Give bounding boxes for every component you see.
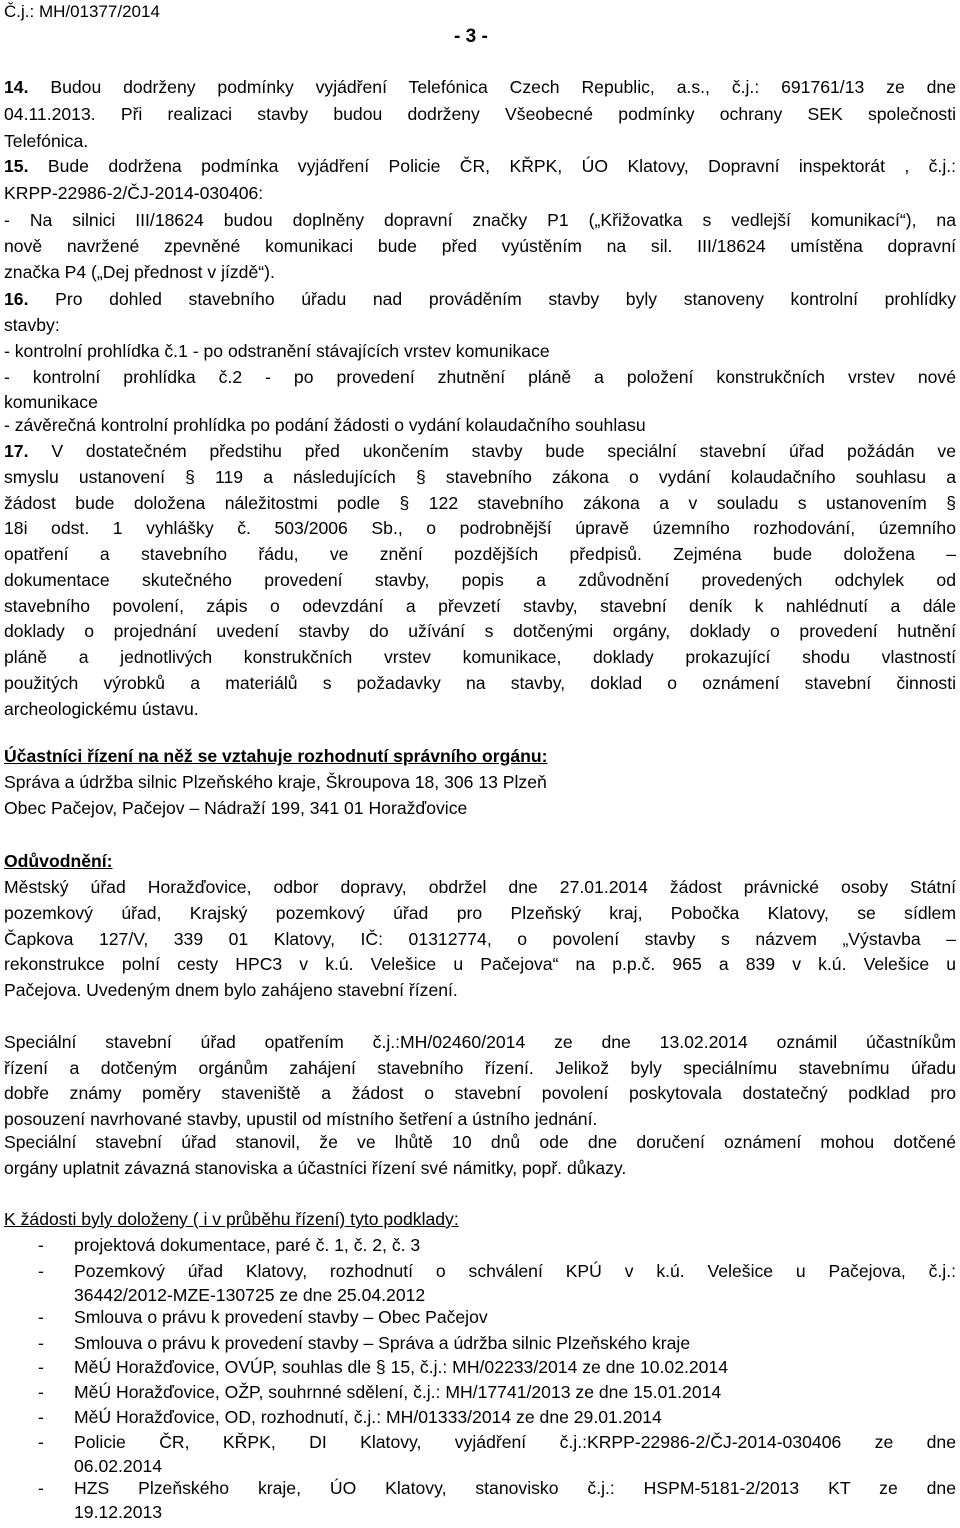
reasoning-line: Městský úřad Horažďovice, odbor dopravy, obdržel dne 27.01.2014 žádost právnické osoby Státní	[4, 877, 956, 897]
procedure-line: orgány uplatnit závazná stanoviska a účastníci řízení své námitky, popř. důkazy.	[4, 1158, 627, 1178]
paragraph-14-line: Telefónica.	[4, 131, 89, 151]
paragraph-16-line: stavby:	[4, 315, 60, 335]
participant-line: Správa a údržba silnic Plzeňského kraje, Škroupova 18, 306 13 Plzeň	[4, 772, 547, 792]
list-item: Smlouva o právu k provedení stavby – Správa a údržba silnic Plzeňského kraje	[74, 1333, 691, 1353]
list-item: Pozemkový úřad Klatovy, rozhodnutí o schválení KPÚ v k.ú. Velešice u Pačejova, č.j.:	[74, 1261, 956, 1281]
procedure-line: posouzení navrhované stavby, upustil od místního šetření a ústního jednání.	[4, 1109, 598, 1129]
reasoning-line: Pačejova. Uvedeným dnem bylo zahájeno stavební řízení.	[4, 980, 458, 1000]
paragraph-14-line: 04.11.2013. Při realizaci stavby budou dodrženy Všeobecné podmínky ochrany SEK společnosti	[4, 104, 956, 124]
paragraph-17-line: archeologickému ústavu.	[4, 699, 199, 719]
list-item: MěÚ Horažďovice, OD, rozhodnutí, č.j.: MH/01333/2014 ze dne 29.01.2014	[74, 1407, 662, 1427]
paragraph-16-line: - závěrečná kontrolní prohlídka po podání žádosti o vydání kolaudačního souhlasu	[4, 415, 646, 435]
paragraph-17-line: použitých výrobků a materiálů s požadavky na stavby, doklad o oznámení stavební činnosti	[4, 673, 956, 693]
list-item: HZS Plzeňského kraje, ÚO Klatovy, stanovisko č.j.: HSPM-5181-2/2013 KT ze dne	[74, 1478, 956, 1498]
list-item: Policie ČR, KŘPK, DI Klatovy, vyjádření č.j.:KRPP-22986-2/ČJ-2014-030406 ze dne	[74, 1432, 956, 1452]
paragraph-15-line: značka P4 („Dej přednost v jízdě“).	[4, 262, 275, 282]
paragraph-15-line: nově navržené zpevněné komunikaci bude před vyústěním na sil. III/18624 umístěna dopravní	[4, 236, 956, 256]
paragraph-17-line: smyslu ustanovení § 119 a následujících § stavebního zákona o vydání kolaudačního souhlasu a	[4, 467, 956, 487]
list-bullet: -	[38, 1235, 44, 1255]
paragraph-14-line: 14. Budou dodrženy podmínky vyjádření Telefónica Czech Republic, a.s., č.j.: 691761/13 ze dne	[4, 77, 957, 97]
paragraph-15-line: - Na silnici III/18624 budou doplněny dopravní značky P1 („Křižovatka s vedlejší komunikací“), na	[4, 210, 956, 230]
list-item: MěÚ Horažďovice, OŽP, souhrnné sdělení, č.j.: MH/17741/2013 ze dne 15.01.2014	[74, 1382, 722, 1402]
item-number: 15.	[4, 156, 29, 176]
paragraph-16-line: - kontrolní prohlídka č.2 - po provedení zhutnění pláně a položení konstrukčních vrstev nové	[4, 367, 956, 387]
procedure-line: řízení a dotčeným orgánům zahájení stavebního řízení. Jelikož byly speciálnímu stavebnímu úřadu	[4, 1058, 956, 1078]
documents-heading: K žádosti byly doloženy ( i v průběhu řízení) tyto podklady:	[4, 1209, 459, 1229]
reasoning-line: pozemkový úřad, Krajský pozemkový úřad pro Plzeňský kraj, Pobočka Klatovy, se sídlem	[4, 903, 956, 923]
procedure-line: dobře známy poměry staveniště a žádost o stavební povolení poskytovala dostatečný podklad pro	[4, 1083, 956, 1103]
page-number: - 3 -	[454, 26, 488, 47]
list-item-continuation: 19.12.2013	[74, 1502, 163, 1522]
list-bullet: -	[38, 1307, 44, 1327]
list-item-continuation: 06.02.2014	[74, 1456, 163, 1476]
procedure-line: Speciální stavební úřad opatřením č.j.:MH/02460/2014 ze dne 13.02.2014 oznámil účastníkům	[4, 1032, 956, 1052]
participant-line: Obec Pačejov, Pačejov – Nádraží 199, 341 01 Horažďovice	[4, 798, 468, 818]
paragraph-17-line: žádost bude doložena náležitostmi podle § 122 stavebního zákona a v souladu s ustanovením §	[4, 493, 956, 513]
participants-heading: Účastníci řízení na něž se vztahuje rozhodnutí správního orgánu:	[4, 746, 548, 766]
paragraph-17-line: opatření a stavebního řádu, ve znění pozdějších předpisů. Zejména bude doložena –	[4, 544, 956, 564]
list-item: projektová dokumentace, paré č. 1, č. 2, č. 3	[74, 1235, 421, 1255]
list-item: MěÚ Horažďovice, OVÚP, souhlas dle § 15, č.j.: MH/02233/2014 ze dne 10.02.2014	[74, 1357, 729, 1377]
item-number: 14.	[4, 77, 29, 97]
reasoning-heading: Odůvodnění:	[4, 851, 113, 871]
paragraph-17-line: pláně a jednotlivých konstrukčních vrstev komunikace, doklady prokazující shodu vlastností	[4, 647, 956, 667]
list-bullet: -	[38, 1333, 44, 1353]
paragraph-17-line: 18i odst. 1 vyhlášky č. 503/2006 Sb., o podrobnější úpravě územního rozhodování, územního	[4, 518, 956, 538]
paragraph-17-line: 17. V dostatečném předstihu před ukončením stavby bude speciální stavební úřad požádán ve	[4, 441, 956, 461]
paragraph-17-line: doklady o projednání uvedení stavby do užívání s dotčenými orgány, doklady o provedení hutnění	[4, 621, 956, 641]
paragraph-15-line: KRPP-22986-2/ČJ-2014-030406:	[4, 183, 264, 203]
paragraph-15-line: 15. Bude dodržena podmínka vyjádření Policie ČR, KŘPK, ÚO Klatovy, Dopravní inspektorát , č.j.:	[4, 156, 956, 176]
list-bullet: -	[38, 1478, 44, 1498]
reasoning-line: Čapkova 127/V, 339 01 Klatovy, IČ: 01312774, o povolení stavby s názvem „Výstavba –	[4, 929, 956, 949]
list-bullet: -	[38, 1432, 44, 1452]
paragraph-16-line: komunikace	[4, 392, 98, 412]
paragraph-17-line: dokumentace skutečného provedení stavby, popis a zdůvodnění provedených odchylek od	[4, 570, 956, 590]
list-bullet: -	[38, 1357, 44, 1377]
reasoning-line: rekonstrukce polní cesty HPC3 v k.ú. Velešice u Pačejova“ na p.p.č. 965 a 839 v k.ú. Velešice u	[4, 954, 956, 974]
procedure-line: Speciální stavební úřad stanovil, že ve lhůtě 10 dnů ode dne doručení oznámení mohou dotčené	[4, 1132, 956, 1152]
list-bullet: -	[38, 1382, 44, 1402]
list-item: Smlouva o právu k provedení stavby – Obec Pačejov	[74, 1307, 488, 1327]
reference-number: Č.j.: MH/01377/2014	[4, 2, 160, 21]
item-number: 16.	[4, 289, 29, 309]
list-bullet: -	[38, 1407, 44, 1427]
list-bullet: -	[38, 1261, 44, 1281]
paragraph-16-line: 16. Pro dohled stavebního úřadu nad prováděním stavby byly stanoveny kontrolní prohlídky	[4, 289, 957, 309]
list-item-continuation: 36442/2012-MZE-130725 ze dne 25.04.2012	[74, 1285, 426, 1305]
paragraph-17-line: stavebního povolení, zápis o odevzdání a převzetí stavby, stavební deník k nahlédnutí a dále	[4, 596, 956, 616]
paragraph-16-line: - kontrolní prohlídka č.1 - po odstranění stávajících vrstev komunikace	[4, 341, 550, 361]
item-number: 17.	[4, 441, 29, 461]
